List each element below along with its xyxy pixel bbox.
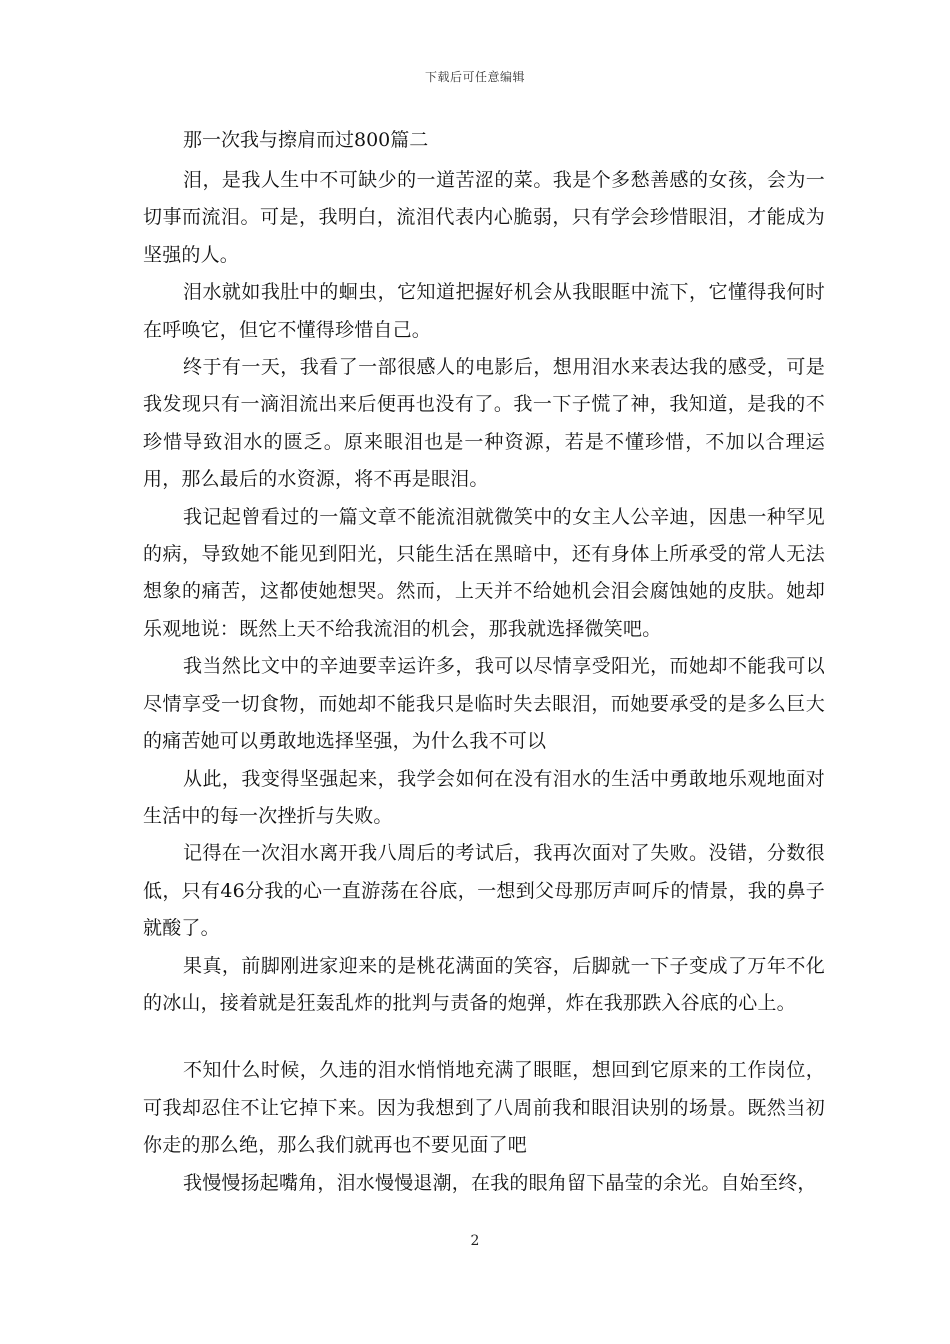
- paragraph: 终于有一天，我看了一部很感人的电影后，想用泪水来表达我的感受，可是我发现只有一滴泪流出来后便再也没有了。我一下子慌了神，我知道，是我的不珍惜导致泪水的匮乏。原来眼泪也是一种资源，若是不懂珍惜，不加以合理运用，那么最后的水资源，将不再是眼泪。: [143, 356, 825, 491]
- paragraph: 泪水就如我肚中的蛔虫，它知道把握好机会从我眼眶中流下，它懂得我何时在呼唤它，但它不懂得珍惜自己。: [143, 281, 825, 341]
- paragraph: 从此，我变得坚强起来，我学会如何在没有泪水的生活中勇敢地乐观地面对生活中的每一次挫折与失败。: [143, 767, 825, 827]
- paragraph: 记得在一次泪水离开我八周后的考试后，我再次面对了失败。没错，分数很低，只有46分我的心一直游荡在谷底，一想到父母那厉声呵斥的情景，我的鼻子就酸了。: [143, 842, 825, 940]
- document-title: 那一次我与擦肩而过800篇二: [183, 129, 429, 151]
- page-number: 2: [470, 1233, 480, 1249]
- paragraph: 泪，是我人生中不可缺少的一道苦涩的菜。我是个多愁善感的女孩，会为一切事而流泪。可是，我明白，流泪代表内心脆弱，只有学会珍惜眼泪，才能成为坚强的人。: [143, 169, 825, 266]
- paragraph: 我当然比文中的辛迪要幸运许多，我可以尽情享受阳光，而她却不能我可以尽情享受一切食物，而她却不能我只是临时失去眼泪，而她要承受的是多么巨大的痛苦她可以勇敢地选择坚强，为什么我不可以: [143, 655, 825, 753]
- paragraph: 我慢慢扬起嘴角，泪水慢慢退潮，在我的眼角留下晶莹的余光。自始至终，: [183, 1171, 817, 1194]
- document-body: [143, 126, 825, 1202]
- paragraph: 不知什么时候，久违的泪水悄悄地充满了眼眶，想回到它原来的工作岗位，可我却忍住不让它掉下来。因为我想到了八周前我和眼泪诀别的场景。既然当初你走的那么绝，那么我们就再也不要见面了吧: [143, 1059, 825, 1157]
- header-note: 下载后可任意编辑: [424, 70, 525, 84]
- paragraph: 我记起曾看过的一篇文章不能流泪就微笑中的女主人公辛迪，因患一种罕见的病，导致她不能见到阳光，只能生活在黑暗中，还有身体上所承受的常人无法想象的痛苦，这都使她想哭。然而，上天并不给她机会泪会腐蚀她的皮肤。她却乐观地说：既然上天不给我流泪的机会，那我就选择微笑吧。: [143, 505, 825, 640]
- paragraph: 果真，前脚刚进家迎来的是桃花满面的笑容，后脚就一下子变成了万年不化的冰山，接着就是狂轰乱炸的批判与责备的炮弹，炸在我那跌入谷底的心上。: [143, 954, 825, 1014]
